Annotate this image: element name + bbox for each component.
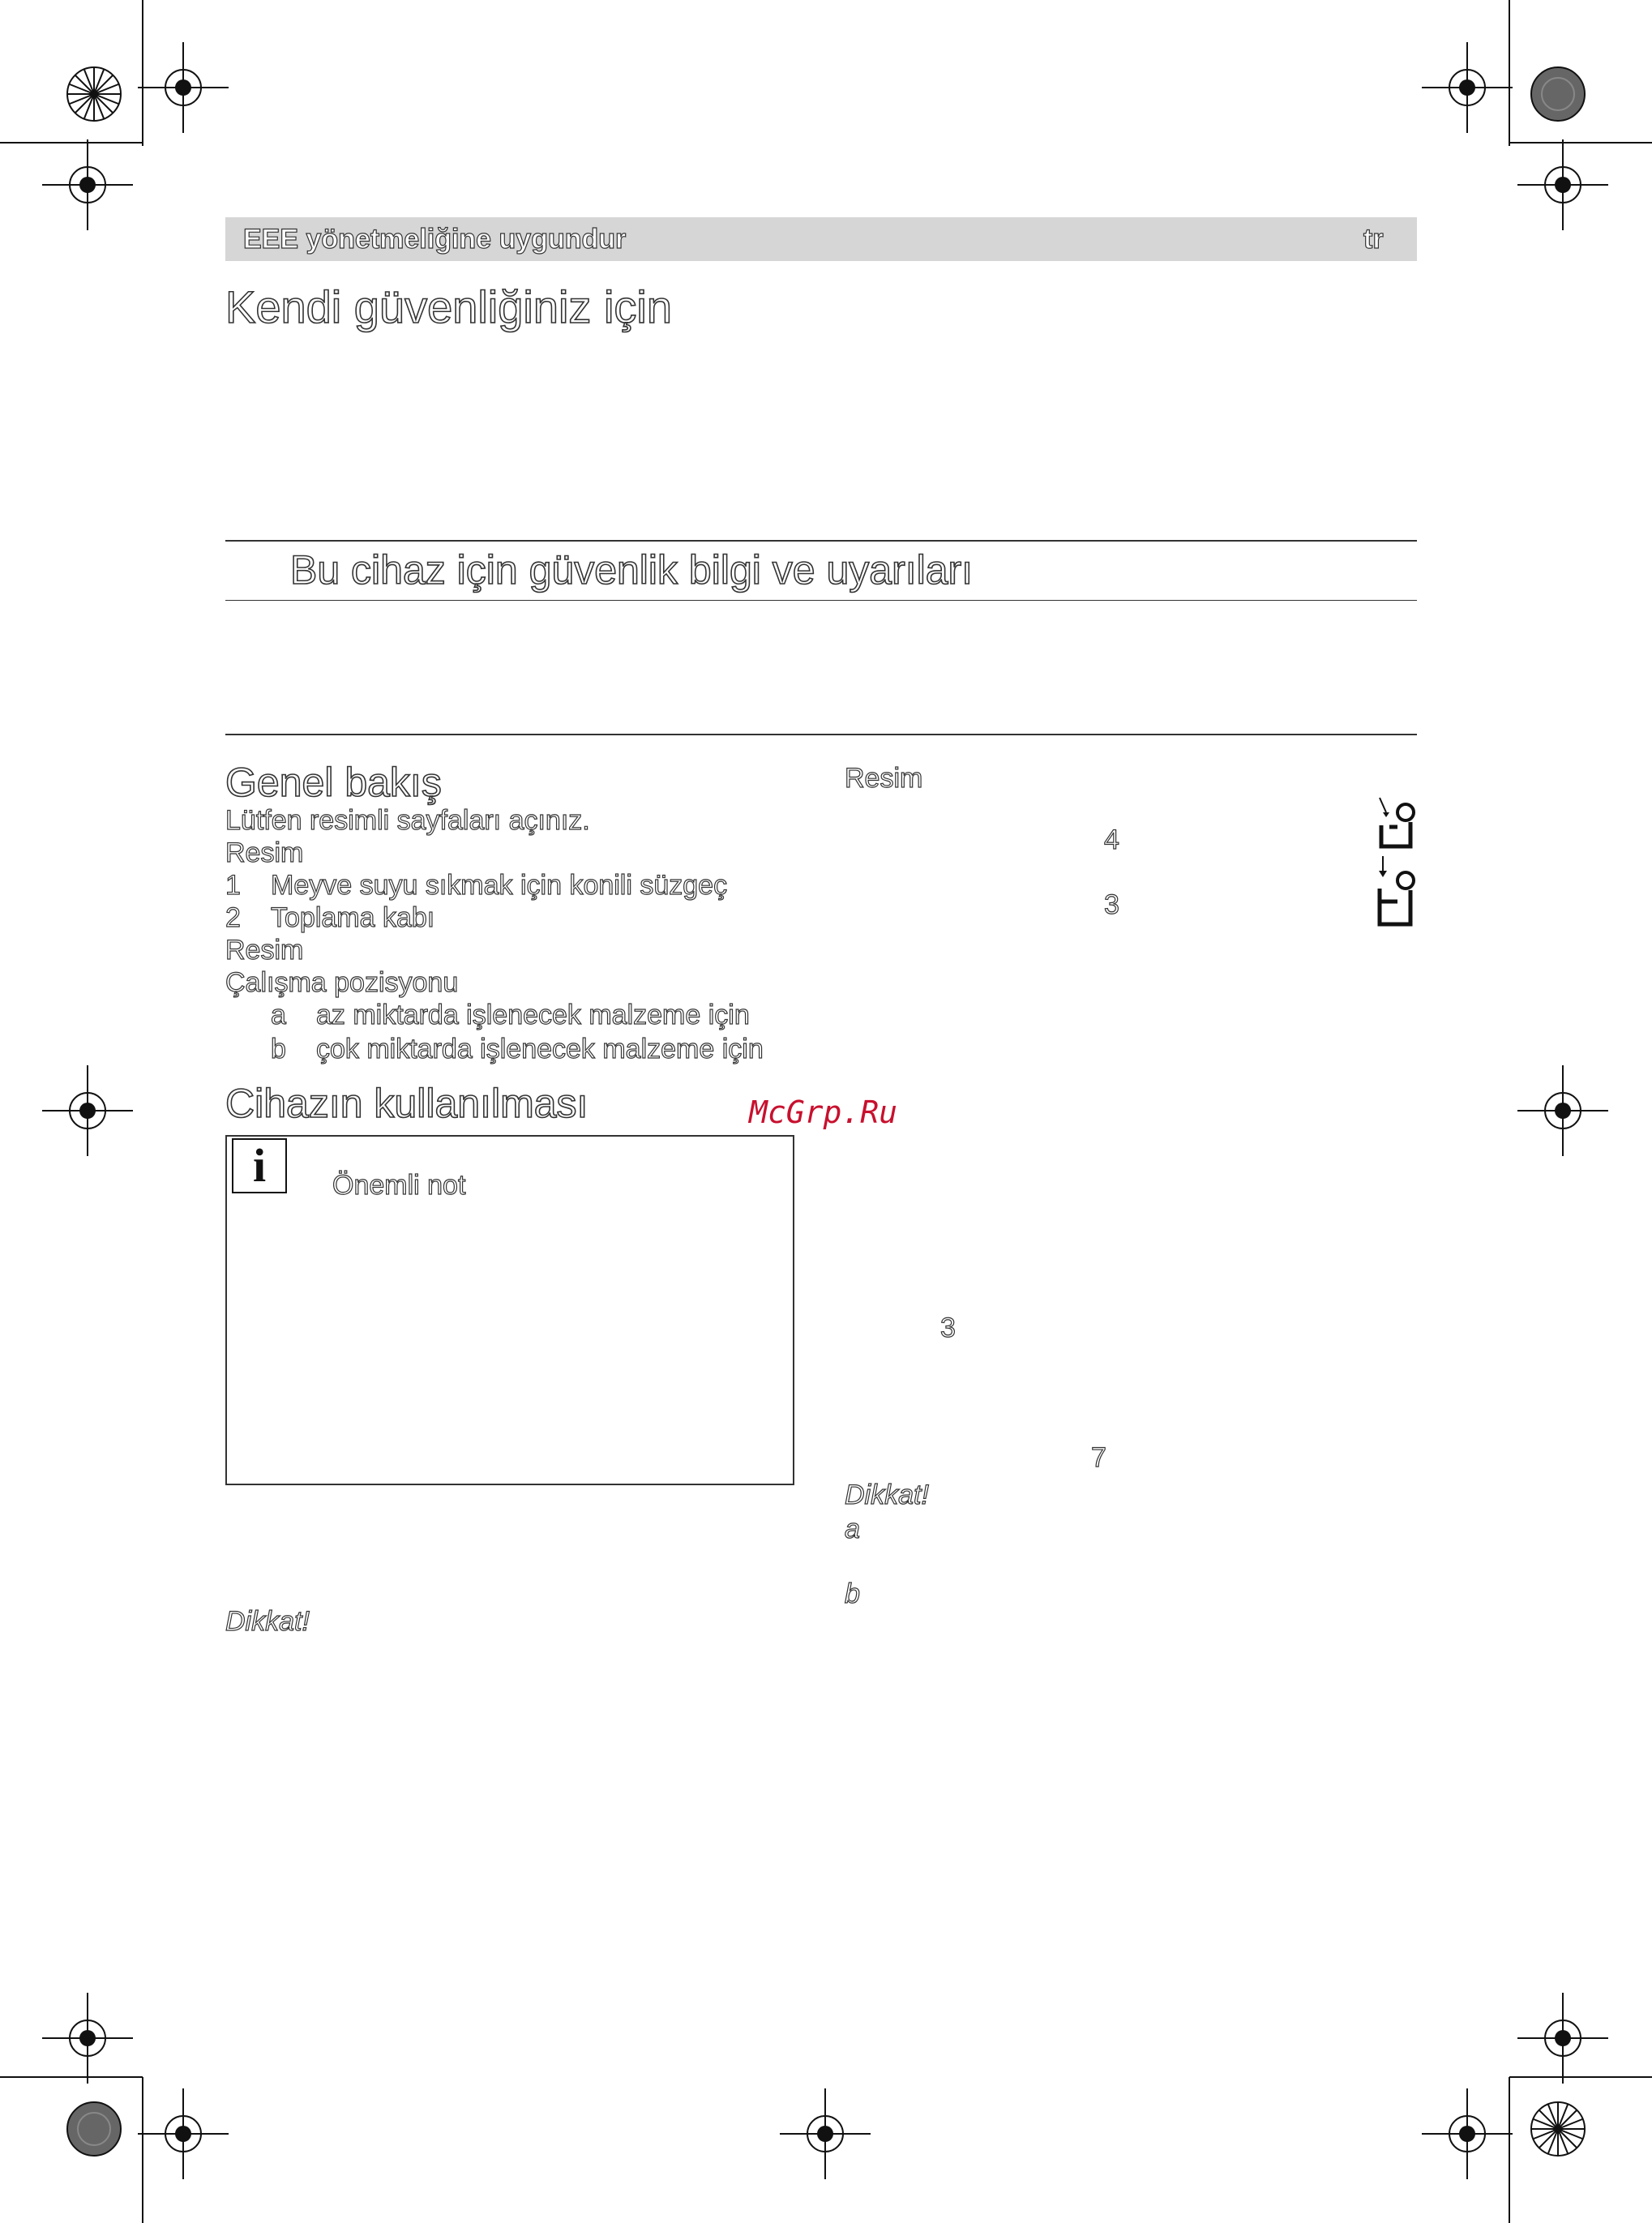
step-number-3-mid: 3 bbox=[940, 1313, 956, 1343]
section-divider bbox=[225, 734, 1417, 735]
info-icon-glyph: i bbox=[252, 1139, 267, 1192]
figure-label-2: Resim bbox=[225, 935, 304, 966]
position-a-letter: a bbox=[271, 1000, 286, 1030]
overview-intro: Lütfen resimli sayfaları açınız. bbox=[225, 805, 590, 836]
safety-heading: Kendi güvenliğiniz için bbox=[225, 281, 673, 332]
step-number-7: 7 bbox=[1091, 1442, 1106, 1473]
figure-label-1: Resim bbox=[225, 837, 304, 868]
usage-heading: Cihazın kullanılması bbox=[225, 1081, 588, 1126]
item-1-text: Meyve suyu sıkmak için konili süzgeç bbox=[271, 870, 728, 901]
safety-box-bottom-rule bbox=[225, 600, 1417, 601]
position-b-text: çok miktarda işlenecek malzeme için bbox=[316, 1034, 764, 1064]
header-language-code: tr bbox=[1363, 224, 1384, 255]
figure-label-right: Resim bbox=[845, 763, 923, 794]
safety-box-title: Bu cihaz için güvenlik bilgi ve uyarıları bbox=[290, 547, 974, 593]
work-position-label: Çalışma pozisyonu bbox=[225, 967, 459, 998]
item-1-number: 1 bbox=[225, 870, 241, 901]
note-title: Önemli not bbox=[332, 1170, 466, 1201]
caution-label-left: Dikkat! bbox=[225, 1606, 310, 1637]
position-a-text: az miktarda işlenecek malzeme için bbox=[316, 1000, 750, 1030]
item-2-text: Toplama kabı bbox=[271, 902, 435, 933]
header-title: EEE yönetmeliğine uygundur bbox=[243, 224, 627, 255]
caution-item-a: a bbox=[845, 1514, 860, 1544]
caution-item-b: b bbox=[845, 1578, 860, 1609]
safety-box-top-rule bbox=[225, 540, 1417, 542]
item-2-number: 2 bbox=[225, 902, 241, 933]
overview-heading: Genel bakış bbox=[225, 760, 442, 805]
step-number-3-top: 3 bbox=[1104, 889, 1119, 920]
position-b-letter: b bbox=[271, 1034, 286, 1064]
watermark: McGrp.Ru bbox=[749, 1094, 898, 1130]
important-note-box bbox=[225, 1135, 794, 1485]
caution-label-right: Dikkat! bbox=[845, 1480, 929, 1510]
lever-up-pictogram-icon bbox=[1373, 856, 1422, 929]
lever-down-pictogram-icon bbox=[1373, 795, 1422, 851]
step-number-4: 4 bbox=[1104, 825, 1119, 855]
